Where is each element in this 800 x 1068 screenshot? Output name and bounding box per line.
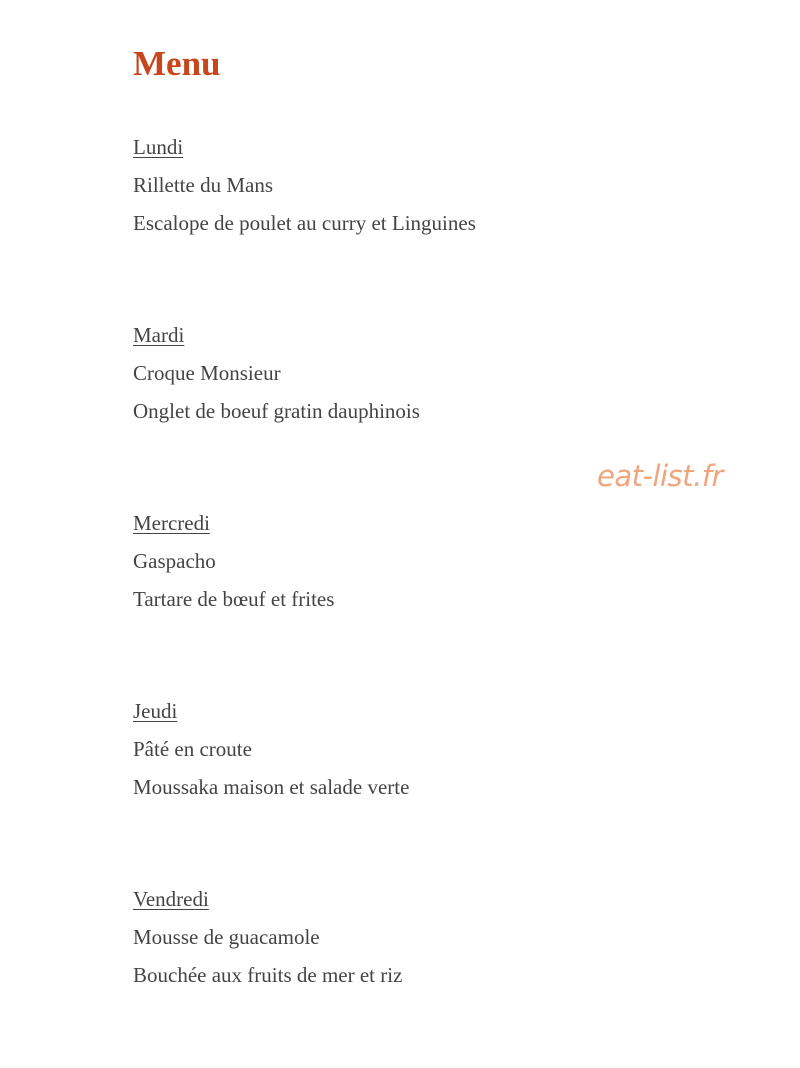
dish-item: Bouchée aux fruits de mer et riz xyxy=(133,963,403,987)
dish-item: Gaspacho xyxy=(133,549,216,573)
day-heading: Lundi xyxy=(133,135,184,159)
dish-item: Croque Monsieur xyxy=(133,361,281,385)
dish-item: Tartare de bœuf et frites xyxy=(133,587,335,611)
watermark: eat-list.fr xyxy=(597,459,723,493)
dish-item: Mousse de guacamole xyxy=(133,925,320,949)
day-section-vendredi xyxy=(133,880,693,994)
day-section-mercredi xyxy=(133,504,693,618)
day-heading: Mardi xyxy=(133,323,185,347)
dish-item: Rillette du Mans xyxy=(133,173,273,197)
dish-item: Pâté en croute xyxy=(133,737,252,761)
dish-item: Escalope de poulet au curry et Linguines xyxy=(133,211,476,235)
day-section-lundi xyxy=(133,128,693,242)
day-section-jeudi xyxy=(133,692,693,806)
weekly-menu xyxy=(133,128,693,1068)
day-heading: Vendredi xyxy=(133,887,209,911)
day-heading: Jeudi xyxy=(133,699,178,723)
day-section-mardi xyxy=(133,316,693,430)
dish-item: Onglet de boeuf gratin dauphinois xyxy=(133,399,420,423)
day-heading: Mercredi xyxy=(133,511,210,535)
dish-item: Moussaka maison et salade verte xyxy=(133,775,410,799)
page-title: Menu xyxy=(133,44,221,83)
